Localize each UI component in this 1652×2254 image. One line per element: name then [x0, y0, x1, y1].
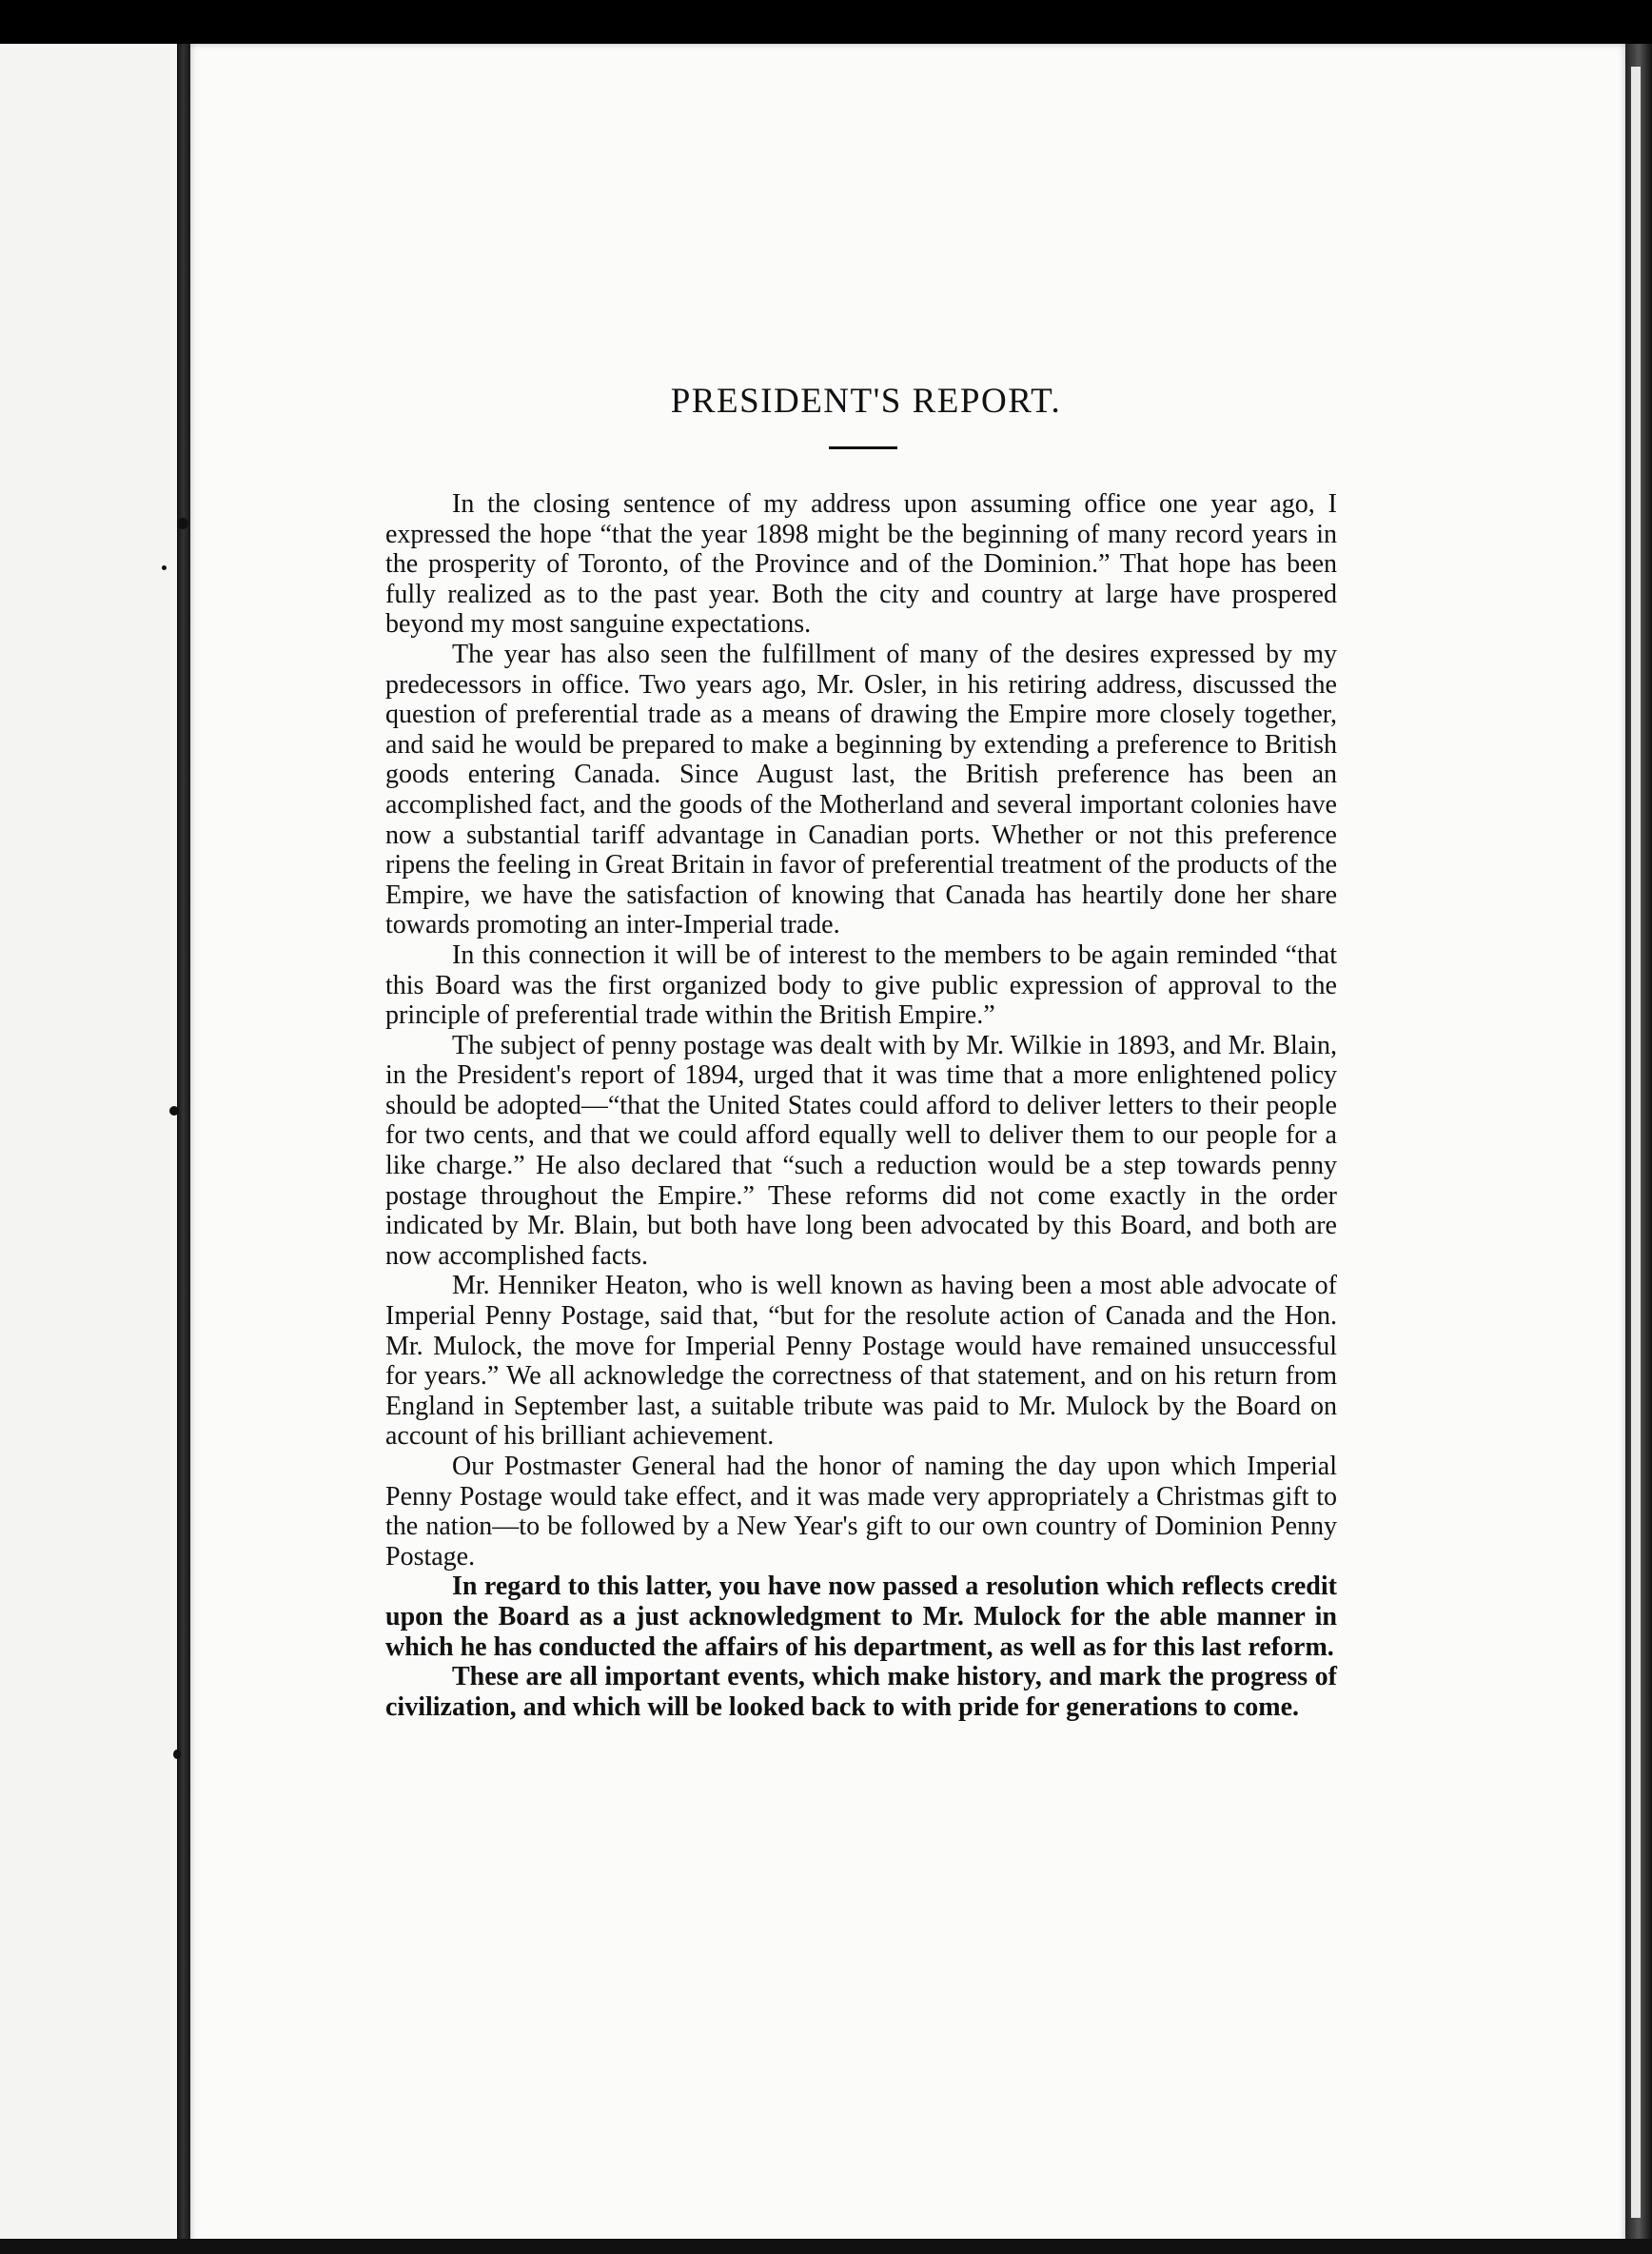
paragraph: The year has also seen the fulfillment of many of the desires expressed by my predecessors in office. Two years ago, Mr. Osler, in his retiring address, discussed the question of preferential trade as a means of drawing the Empire more closely together, and said he would be prepared to make a beginning by extending a preference to British goods entering Canada. Since August last, the British preference has been an accomplished fact, and the goods of the Motherland and several important colonies have now a substantial tariff advantage in Canadian ports. Whether or not this preference ripens the feeling in Great Britain in favor of preferential treatment of the products of the Empire, we have the satisfaction of knowing that Canada has heartily done her share towards promoting an inter-Imperial trade. [385, 639, 1337, 940]
facing-page-edge [0, 44, 181, 2254]
paragraph: Mr. Henniker Heaton, who is well known as having been a most able advocate of Imperial Penny Postage, said that, “but for the resolute action of Canada and the Hon. Mr. Mulock, the move for Imperial Penny Postage would have remained unsuccessful for years.” We all acknowledge the correctness of that statement, and on his return from England in September last, a suitable tribute was paid to Mr. Mulock by the Board on account of his brilliant achievement. [385, 1271, 1337, 1452]
scan-top-border [0, 0, 1652, 49]
margin-speck [173, 1750, 181, 1759]
paragraph: These are all important events, which make history, and mark the progress of civilization, and which will be looked back to with pride for generations to come. [385, 1662, 1337, 1722]
scan-bottom-border [0, 2239, 1652, 2254]
page-title: PRESIDENT'S REPORT. [670, 382, 1062, 421]
paragraph: In this connection it will be of interest to the members to be again reminded “that this Board was the first organized body to give public expression of approval to the principle of preferential trade within the British Empire.” [385, 939, 1337, 1031]
margin-speck [162, 565, 167, 570]
title-rule [829, 446, 897, 449]
margin-speck [177, 518, 188, 529]
page-right-margin-strip [1631, 67, 1641, 2218]
margin-speck [169, 1106, 179, 1116]
paragraph: Our Postmaster General had the honor of naming the day upon which Imperial Penny Postage would take effect, and it was made very appropriately a Christmas gift to the nation—to be followed by a New Year's gift to our own country of Dominion Penny Postage. [385, 1452, 1337, 1572]
report-body [385, 381, 1337, 1722]
paragraph: In regard to this latter, you have now passed a resolution which reflects credit upon the Board as a just acknowledgment to Mr. Mulock for the able manner in which he has conducted the affairs of his department, as well as for this last reform. [385, 1572, 1337, 1662]
paragraph: In the closing sentence of my address upon assuming office one year ago, I expressed the hope “that the year 1898 might be the beginning of many record years in the prosperity of Toronto, of the Province and of the Dominion.” That hope has been fully realized as to the past year. Both the city and country at large have prospered beyond my most sanguine expectations. [385, 489, 1337, 640]
paragraph: The subject of penny postage was dealt with by Mr. Wilkie in 1893, and Mr. Blain, in the President's report of 1894, urged that it was time that a more enlightened policy should be adopted—“that the United States could afford to deliver letters to their people for two cents, and that we could afford equally well to deliver them to our people for a like charge.” He also declared that “such a reduction would be a step towards penny postage throughout the Empire.” These reforms did not come exactly in the order indicated by Mr. Blain, but both have long been advocated by this Board, and both are now accomplished facts. [385, 1030, 1337, 1271]
